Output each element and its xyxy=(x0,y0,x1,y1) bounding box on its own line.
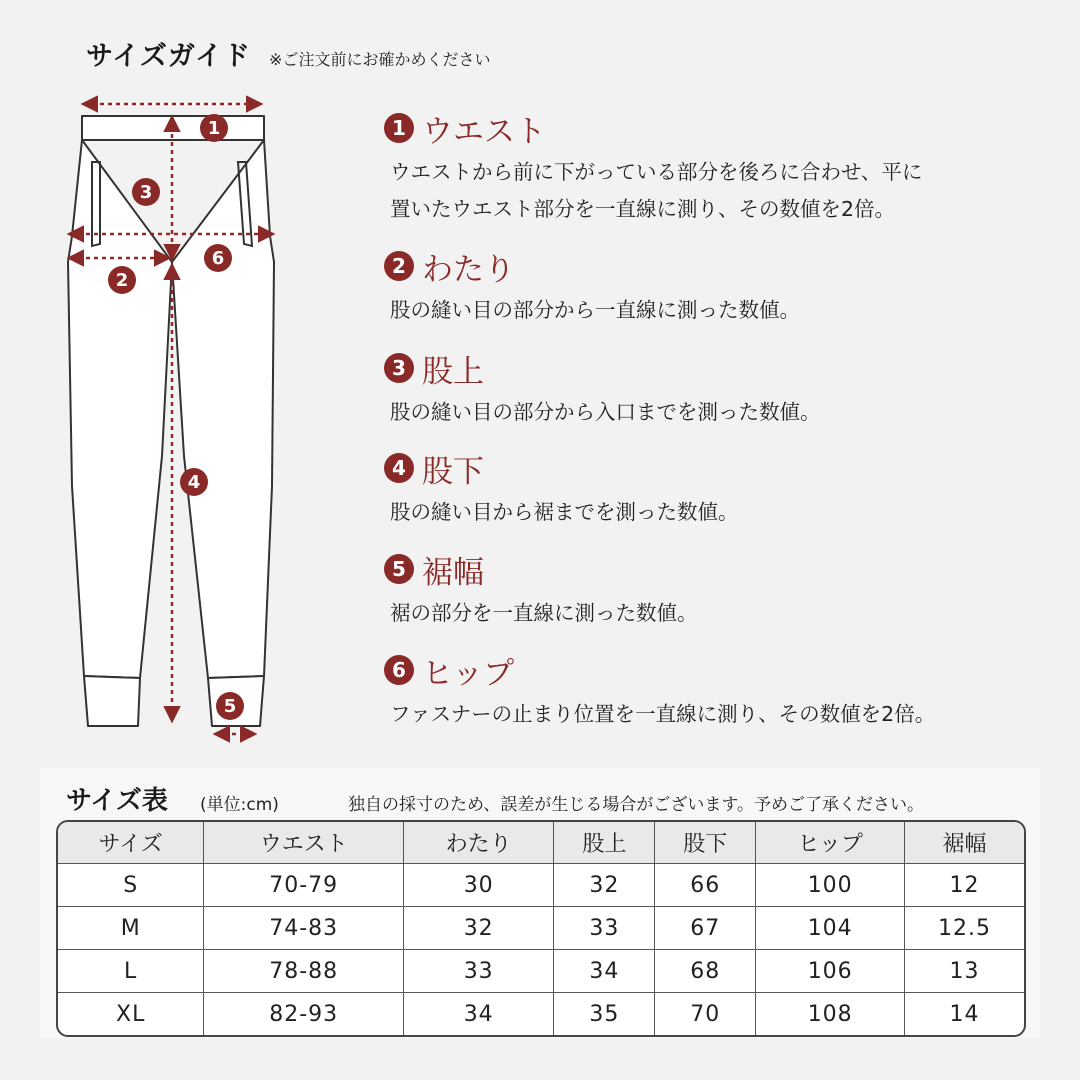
svg-text:2: 2 xyxy=(115,270,129,291)
table-cell: 106 xyxy=(756,950,905,993)
table-cell: 67 xyxy=(655,907,756,950)
table-cell: 35 xyxy=(554,993,655,1035)
table-cell: 32 xyxy=(404,907,554,950)
svg-text:6: 6 xyxy=(211,248,225,269)
table-cell: 108 xyxy=(756,993,905,1035)
item-desc-line: 股の縫い目の部分から入口までを測った数値。 xyxy=(390,400,821,424)
table-cell: S xyxy=(58,864,204,907)
table-row xyxy=(58,950,1024,993)
svg-text:3: 3 xyxy=(139,182,153,203)
size-table-title: サイズ表 xyxy=(66,786,168,816)
header-size: サイズ xyxy=(58,822,204,864)
item-rise xyxy=(384,348,821,431)
marker-2 xyxy=(108,266,136,294)
table-cell: 66 xyxy=(655,864,756,907)
size-guide-title: サイズガイド xyxy=(86,41,252,72)
item-hem xyxy=(384,549,698,632)
size-table-unit: (単位:cm) xyxy=(200,795,279,815)
svg-text:1: 1 xyxy=(207,118,221,139)
header-thigh: わたり xyxy=(404,822,554,864)
table-cell: 34 xyxy=(404,993,554,1035)
pants-diagram xyxy=(50,86,300,756)
item-title: ヒップ xyxy=(422,655,515,692)
badge-2: 2 xyxy=(384,251,414,281)
table-cell: 68 xyxy=(655,950,756,993)
header-inseam: 股下 xyxy=(655,822,756,864)
svg-text:5: 5 xyxy=(223,696,237,717)
header-hem: 裾幅 xyxy=(905,822,1024,864)
badge-5: 5 xyxy=(384,554,414,584)
item-title: 股下 xyxy=(422,453,484,490)
item-title: わたり xyxy=(422,251,515,288)
table-row xyxy=(58,907,1024,950)
table-cell: L xyxy=(58,950,204,993)
table-cell: 12.5 xyxy=(905,907,1024,950)
header-hip: ヒップ xyxy=(756,822,905,864)
size-guide-note: ※ご注文前にお確かめください xyxy=(269,50,491,69)
table-cell: XL xyxy=(58,993,204,1035)
item-desc-line: 置いたウエスト部分を一直線に測り、その数値を2倍。 xyxy=(390,197,896,221)
badge-4: 4 xyxy=(384,453,414,483)
table-cell: 34 xyxy=(554,950,655,993)
marker-5 xyxy=(216,692,244,720)
table-cell: 33 xyxy=(554,907,655,950)
item-title: 裾幅 xyxy=(422,554,484,591)
header-rise: 股上 xyxy=(554,822,655,864)
badge-6: 6 xyxy=(384,655,414,685)
table-cell: 33 xyxy=(404,950,554,993)
table-cell: 70-79 xyxy=(204,864,404,907)
table-cell: 100 xyxy=(756,864,905,907)
table-cell: 30 xyxy=(404,864,554,907)
marker-6 xyxy=(204,244,232,272)
badge-1: 1 xyxy=(384,113,414,143)
table-cell: 74-83 xyxy=(204,907,404,950)
marker-3 xyxy=(132,178,160,206)
item-waist xyxy=(384,108,922,228)
table-cell: 12 xyxy=(905,864,1024,907)
header-waist: ウエスト xyxy=(204,822,404,864)
item-desc-line: 股の縫い目から裾までを測った数値。 xyxy=(390,500,739,524)
table-cell: 82-93 xyxy=(204,993,404,1035)
item-inseam xyxy=(384,448,739,531)
table-header-row xyxy=(58,822,1024,864)
table-cell: M xyxy=(58,907,204,950)
svg-text:4: 4 xyxy=(187,472,201,493)
table-cell: 70 xyxy=(655,993,756,1035)
item-desc-line: 股の縫い目の部分から一直線に測った数値。 xyxy=(390,298,800,322)
item-hip xyxy=(384,650,935,733)
marker-1 xyxy=(200,114,228,142)
item-desc-line: ウエストから前に下がっている部分を後ろに合わせ、平に xyxy=(390,160,923,184)
item-thigh xyxy=(384,246,800,329)
table-row xyxy=(58,864,1024,907)
table-cell: 14 xyxy=(949,1001,980,1027)
table-cell: 13 xyxy=(905,950,1024,993)
item-title: 股上 xyxy=(422,353,484,390)
badge-3: 3 xyxy=(384,353,414,383)
size-guide-header xyxy=(86,34,490,73)
marker-4 xyxy=(180,468,208,496)
table-cell: 104 xyxy=(756,907,905,950)
size-table-note: 独自の採寸のため、誤差が生じる場合がございます。予めご了承ください。 xyxy=(348,795,924,815)
item-desc-line: 裾の部分を一直線に測った数値。 xyxy=(390,601,698,625)
size-table xyxy=(56,820,1026,1037)
item-title: ウエスト xyxy=(422,113,546,150)
item-desc-line: ファスナーの止まり位置を一直線に測り、その数値を2倍。 xyxy=(390,702,936,726)
table-cell: 78-88 xyxy=(204,950,404,993)
table-cell: 32 xyxy=(554,864,655,907)
table-row xyxy=(58,993,1024,1035)
